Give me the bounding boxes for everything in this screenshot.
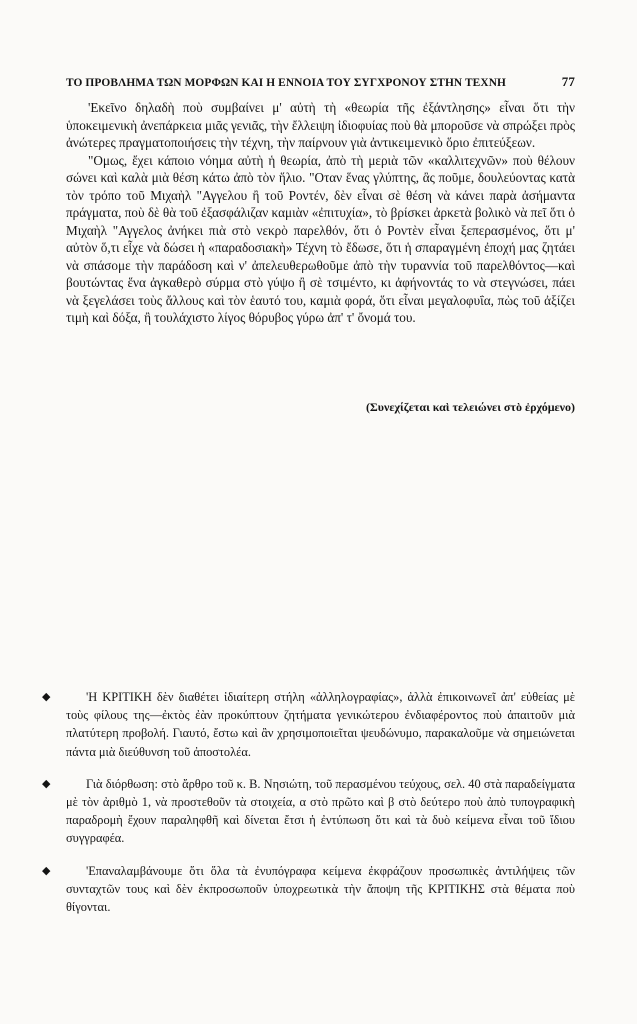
- page-number: 77: [561, 74, 575, 89]
- running-head: [66, 74, 575, 90]
- diamond-bullet-icon: ◆: [42, 864, 51, 877]
- body-paragraph-1: 'Εκεῖνο δηλαδὴ ποὺ συμβαίνει μ' αὐτὴ τὴ «θεωρία τῆς ἐξάντλησης» εἶναι ὅτι τὴν ὑποκειμενικὴ ἀνεπάρκεια μιᾶς γενιᾶς, τὴν ἔλλειψη ἰδιοφυίας ποὺ θὰ μποροῦσε νὰ σπρώξει πρὸς ἀνώτερες πραγματοποιήσεις τὴν τέχνη, τὴν παίρνουν γιὰ ἀντικειμενικὸ ὅριο ἐπιτεύξεων.: [66, 100, 575, 150]
- note-item: [42, 688, 575, 761]
- note-text: 'Επαναλαμβάνουμε ὅτι ὅλα τὰ ἐνυπόγραφα κείμενα ἐκφράζουν προσωπικὲς ἀντιλήψεις τῶν συνταχτῶν τους καὶ δὲν ἐκπροσωποῦν ὑποχρεωτικὰ τὴν ἄποψη τῆς ΚΡΙΤΙΚΗΣ στὰ θέματα ποὺ θίγονται.: [66, 863, 575, 915]
- body-paragraph-2: "Ομως, ἔχει κάποιο νόημα αὐτὴ ἡ θεωρία, ἀπὸ τὴ μεριὰ τῶν «καλλιτεχνῶν» ποὺ θέλουν σώνει καὶ καλὰ μιὰ θέση κάτω ἀπὸ τὸν ἥλιο. "Οταν ἕνας γλύπτης, ἂς ποῦμε, δουλεύοντας κατὰ τὸν τρόπο τοῦ Μιχαὴλ "Αγγελου ἢ τοῦ Ροντέν, δὲν εἶναι σὲ θέση νὰ κάνει παρὰ ἀσήμαντα πράγματα, ποὺ δὲ θὰ τοῦ ἐξασφάλιζαν καμιὰν «ἐπιτυχία», τὸ βρίσκει ἀρκετὰ βολικὸ νὰ πεῖ ὅτι ὁ Μιχαὴλ "Αγγελος ἀνήκει πιὰ στὸ νεκρὸ παρελθόν, ὅτι ὁ Ροντὲν εἶναι ξεπερασμένος, ὅτι μ' αὐτὸν ὅ,τι εἶχε νὰ δώσει ἡ «παραδοσιακὴ» Τέχνη τὸ ἔδωσε, ὅτι ἡ σπαραγμένη ἐποχή μας ζητάει νὰ σπάσομε τὴν παράδοση καὶ ν' ἀπελευθερωθοῦμε ἀπὸ τὴν τυραννία τοῦ παρελθόντος—καὶ βουτώντας ἕνα ἀγκαθερὸ σύρμα στὸ γύψο ἢ σὲ τσιμέντο, κι ἀφήνοντάς το νὰ στεγνώσει, πάει νὰ ξεγελάσει τοὺς ἄλλους καὶ τὸν ἑαυτό του, καμιὰ φορά, ὅτι εἶναι μεγαλοφυΐα, πὼς τοῦ ἀξίζει τιμὴ καὶ δόξα, ἢ τουλάχιστο λίγος θόρυβος γύρω ἀπ' τ' ὄνομά του.: [66, 152, 575, 325]
- note-item: [42, 775, 575, 848]
- note-item: [42, 862, 575, 917]
- running-head-title: ΤΟ ΠΡΟΒΛΗΜΑ ΤΩΝ ΜΟΡΦΩΝ ΚΑΙ Η ΕΝΝΟΙΑ ΤΟΥ ΣΥΓΧΡΟΝΟΥ ΣΤΗΝ ΤΕΧΝΗ: [66, 77, 506, 89]
- article-body: [66, 99, 575, 327]
- continued-note: (Συνεχίζεται καὶ τελειώνει στὸ ἐρχόμενο): [365, 400, 575, 414]
- diamond-bullet-icon: ◆: [42, 777, 51, 790]
- note-text: Γιὰ διόρθωση: στὸ ἄρθρο τοῦ κ. Β. Νησιώτη, τοῦ περασμένου τεύχους, σελ. 40 στὰ παραδείγματα μὲ τὸν ἀριθμὸ 1, νὰ προστεθοῦν τὰ στοιχεία, α στὸ πρῶτο καὶ β στὸ δεύτερο ποὺ ἀπὸ τυπογραφικὴ παραδρομὴ ἔχουν παραληφθῆ καὶ δίνεται ἔτσι ἡ ἐντύπωση ὅτι καὶ τὰ δυὸ κείμενα εἶναι τοῦ ἴδιου συγγραφέα.: [66, 776, 575, 846]
- note-text: 'Η ΚΡΙΤΙΚΗ δὲν διαθέτει ἰδιαίτερη στήλη «ἀλληλογραφίας», ἀλλὰ ἐπικοινωνεῖ ἀπ' εὐθείας μὲ τοὺς φίλους της—ἐκτὸς ἐὰν προκύπτουν ζητήματα γενικώτερου ἐνδιαφέροντος ποὺ ἀπαιτοῦν μιὰ πλατύτερη προβολή. Γιαυτό, ἔστω καὶ ἂν χρησιμοποιεῖται ψευδώνυμο, παρακαλοῦμε νὰ σημειώνεται πάντα μιὰ διεύθυνση τοῦ ἀποστολέα.: [66, 690, 575, 759]
- editorial-notes: [42, 688, 575, 930]
- diamond-bullet-icon: ◆: [42, 691, 51, 703]
